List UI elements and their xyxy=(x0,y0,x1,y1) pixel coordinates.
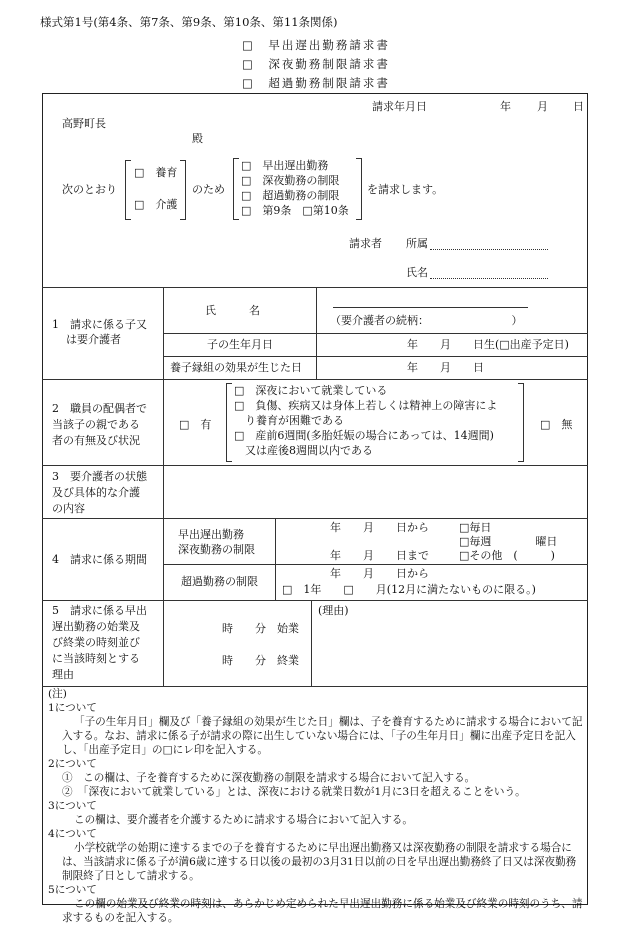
divider xyxy=(163,333,588,334)
divider xyxy=(42,465,588,466)
name-label: 氏 名 xyxy=(205,304,260,317)
condition-pregnancy[interactable]: □ 産前6週間(多胎妊娠の場合にあっては、14週間) xyxy=(234,429,494,442)
note5-body: この欄の始業及び終業の時刻は、あらかじめ定められた早出遅出勤務に係る始業及び終業の時刻のうち、請求するものを記入する。 xyxy=(62,897,583,924)
request-option-night[interactable]: □ 深夜勤務の制限 xyxy=(241,174,340,187)
section5-label-5: 理由 xyxy=(52,668,74,681)
note1-body: 「子の生年月日」欄及び「養子縁組の効果が生じた日」欄は、子を養育するために請求する場合において記入する。なお、請求に係る子が請求の際に出生していない場合には、「子の生年月日」欄に出産予定日を記入し、「出産予定日」の□にレ印を記入する。 xyxy=(62,715,583,756)
birth-value[interactable]: 年 月 日生(□出産予定日) xyxy=(407,338,569,351)
purpose-option-childcare[interactable]: □ 養育 xyxy=(134,166,178,179)
divider xyxy=(42,686,588,687)
divider xyxy=(275,518,276,600)
end-time[interactable]: 時 分 終業 xyxy=(222,654,299,667)
name-underline[interactable] xyxy=(333,307,528,308)
title-night[interactable]: □ 深夜勤務制限請求書 xyxy=(242,57,390,71)
request-year[interactable]: 年 xyxy=(500,100,511,113)
section3-label-3: の内容 xyxy=(52,502,85,515)
freq-weekly[interactable]: □毎週 曜日 xyxy=(459,535,558,548)
note3-title: 3について xyxy=(48,799,97,812)
title-early-late[interactable]: □ 早出遅出勤務請求書 xyxy=(242,38,390,52)
note5-title: 5について xyxy=(48,883,97,896)
section3-label-2: 及び具体的な介護 xyxy=(52,486,140,499)
early-label-2: 深夜勤務の制限 xyxy=(178,543,255,556)
for-text: のため xyxy=(192,183,225,196)
affiliation-field[interactable] xyxy=(430,236,548,250)
honorific: 殿 xyxy=(192,132,203,145)
requester-label: 請求者 xyxy=(349,237,382,250)
early-label-1: 早出遅出勤務 xyxy=(178,528,244,541)
overtime-period[interactable]: □ 1年 □ 月(12月に満たないものに限る。) xyxy=(282,583,536,596)
request-suffix: を請求します。 xyxy=(367,183,444,196)
label-column-divider xyxy=(163,287,164,686)
requester-name-label: 氏名 xyxy=(406,266,428,279)
section4-label: 4 請求に係る期間 xyxy=(52,553,147,566)
request-option-overtime[interactable]: □ 超過勤務の制限 xyxy=(241,189,340,202)
conditions-bracket-right xyxy=(518,383,524,462)
start-time[interactable]: 時 分 始業 xyxy=(222,622,299,635)
notes-heading: (注) xyxy=(48,688,67,700)
section5-label-4: に当該時刻とする xyxy=(52,652,140,665)
relation-label[interactable]: （要介護者の続柄： ） xyxy=(330,314,523,327)
condition-illness-cont: り養育が困難である xyxy=(234,414,344,427)
request-date-label: 請求年月日 xyxy=(372,100,427,113)
note4-title: 4について xyxy=(48,827,97,840)
conditions-bracket-left xyxy=(226,383,232,462)
form-titles xyxy=(242,38,390,95)
lead-text: 次のとおり xyxy=(62,183,117,196)
note3-body: この欄は、要介護者を介護するために請求する場合において記入する。 xyxy=(74,813,413,826)
section3-label-1: 3 要介護者の状態 xyxy=(52,470,147,483)
divider xyxy=(163,356,588,357)
divider xyxy=(42,379,588,380)
section5-label-1: 5 請求に係る早出 xyxy=(52,604,147,617)
condition-illness[interactable]: □ 負傷、疾病又は身体上若しくは精神上の障害によ xyxy=(234,399,498,412)
reason-label: (理由) xyxy=(318,604,349,617)
adoption-value[interactable]: 年 月 日 xyxy=(407,361,484,374)
divider xyxy=(42,518,588,519)
period-from[interactable]: 年 月 日から xyxy=(330,521,429,534)
freq-other[interactable]: □その他 ( ) xyxy=(459,549,555,562)
note2-a: ① この欄は、子を養育するために深夜勤務の制限を請求する場合において記入する。 xyxy=(62,771,476,784)
overtime-label: 超過勤務の制限 xyxy=(181,575,258,588)
note4-body: 小学校就学の始期に達するまでの子を養育するために早出遅出勤務又は深夜勤務の制限を請求する場合には、当該請求に係る子が満6歳に達する日以後の最初の3月31日以前の日を早出遅出勤務終了日又は深夜勤務制限終了日として請求する。 xyxy=(62,841,577,882)
condition-pregnancy-cont: 又は産後8週間以内である xyxy=(234,444,373,457)
note1-title: 1について xyxy=(48,701,97,714)
request-option-early[interactable]: □ 早出遅出勤務 xyxy=(241,159,329,172)
divider xyxy=(311,600,312,686)
request-day[interactable]: 日 xyxy=(573,100,584,113)
title-overtime[interactable]: □ 超過勤務制限請求書 xyxy=(242,76,390,90)
divider xyxy=(163,564,588,565)
section2-label-2: 当該子の親である xyxy=(52,418,140,431)
request-option-article[interactable]: □ 第9条 □第10条 xyxy=(241,204,349,217)
note2-b: ② 「深夜において就業している」とは、深夜における就業日数が1月に3日を超えることをいう。 xyxy=(62,785,526,798)
care-details-field[interactable] xyxy=(170,470,580,515)
purpose-option-care[interactable]: □ 介護 xyxy=(134,198,178,211)
purpose-bracket-left xyxy=(125,160,131,220)
purpose-bracket-right xyxy=(180,160,186,220)
requester-name-field[interactable] xyxy=(430,265,548,279)
condition-night-work[interactable]: □ 深夜において就業している xyxy=(234,384,388,397)
section1-label-2: は要介護者 xyxy=(66,333,121,346)
form-number: 様式第1号(第4条、第7条、第9条、第10条、第11条関係) xyxy=(40,15,338,29)
spouse-no[interactable]: □ 無 xyxy=(540,418,573,431)
affiliation-label: 所属 xyxy=(406,237,428,250)
section2-label-1: 2 職員の配偶者で xyxy=(52,402,147,415)
note2-title: 2について xyxy=(48,757,97,770)
request-month[interactable]: 月 xyxy=(537,100,548,113)
notes xyxy=(48,688,583,925)
request-bracket-right xyxy=(356,158,362,220)
section1-label: 1 請求に係る子又 xyxy=(52,318,147,331)
spouse-yes[interactable]: □ 有 xyxy=(179,418,212,431)
birth-label: 子の生年月日 xyxy=(207,338,273,351)
reason-field[interactable] xyxy=(318,620,580,680)
adoption-label: 養子縁組の効果が生じた日 xyxy=(170,361,302,374)
divider xyxy=(42,287,588,288)
addressee: 高野町長 xyxy=(62,117,106,130)
divider xyxy=(42,600,588,601)
section5-label-3: び終業の時刻並び xyxy=(52,636,140,649)
overtime-from[interactable]: 年 月 日から xyxy=(330,567,429,580)
section2-label-3: 者の有無及び状況 xyxy=(52,434,140,447)
period-until[interactable]: 年 月 日まで xyxy=(330,549,429,562)
section5-label-2: 遅出勤務の始業及 xyxy=(52,620,140,633)
request-bracket-left xyxy=(233,158,239,220)
freq-daily[interactable]: □毎日 xyxy=(459,521,492,534)
